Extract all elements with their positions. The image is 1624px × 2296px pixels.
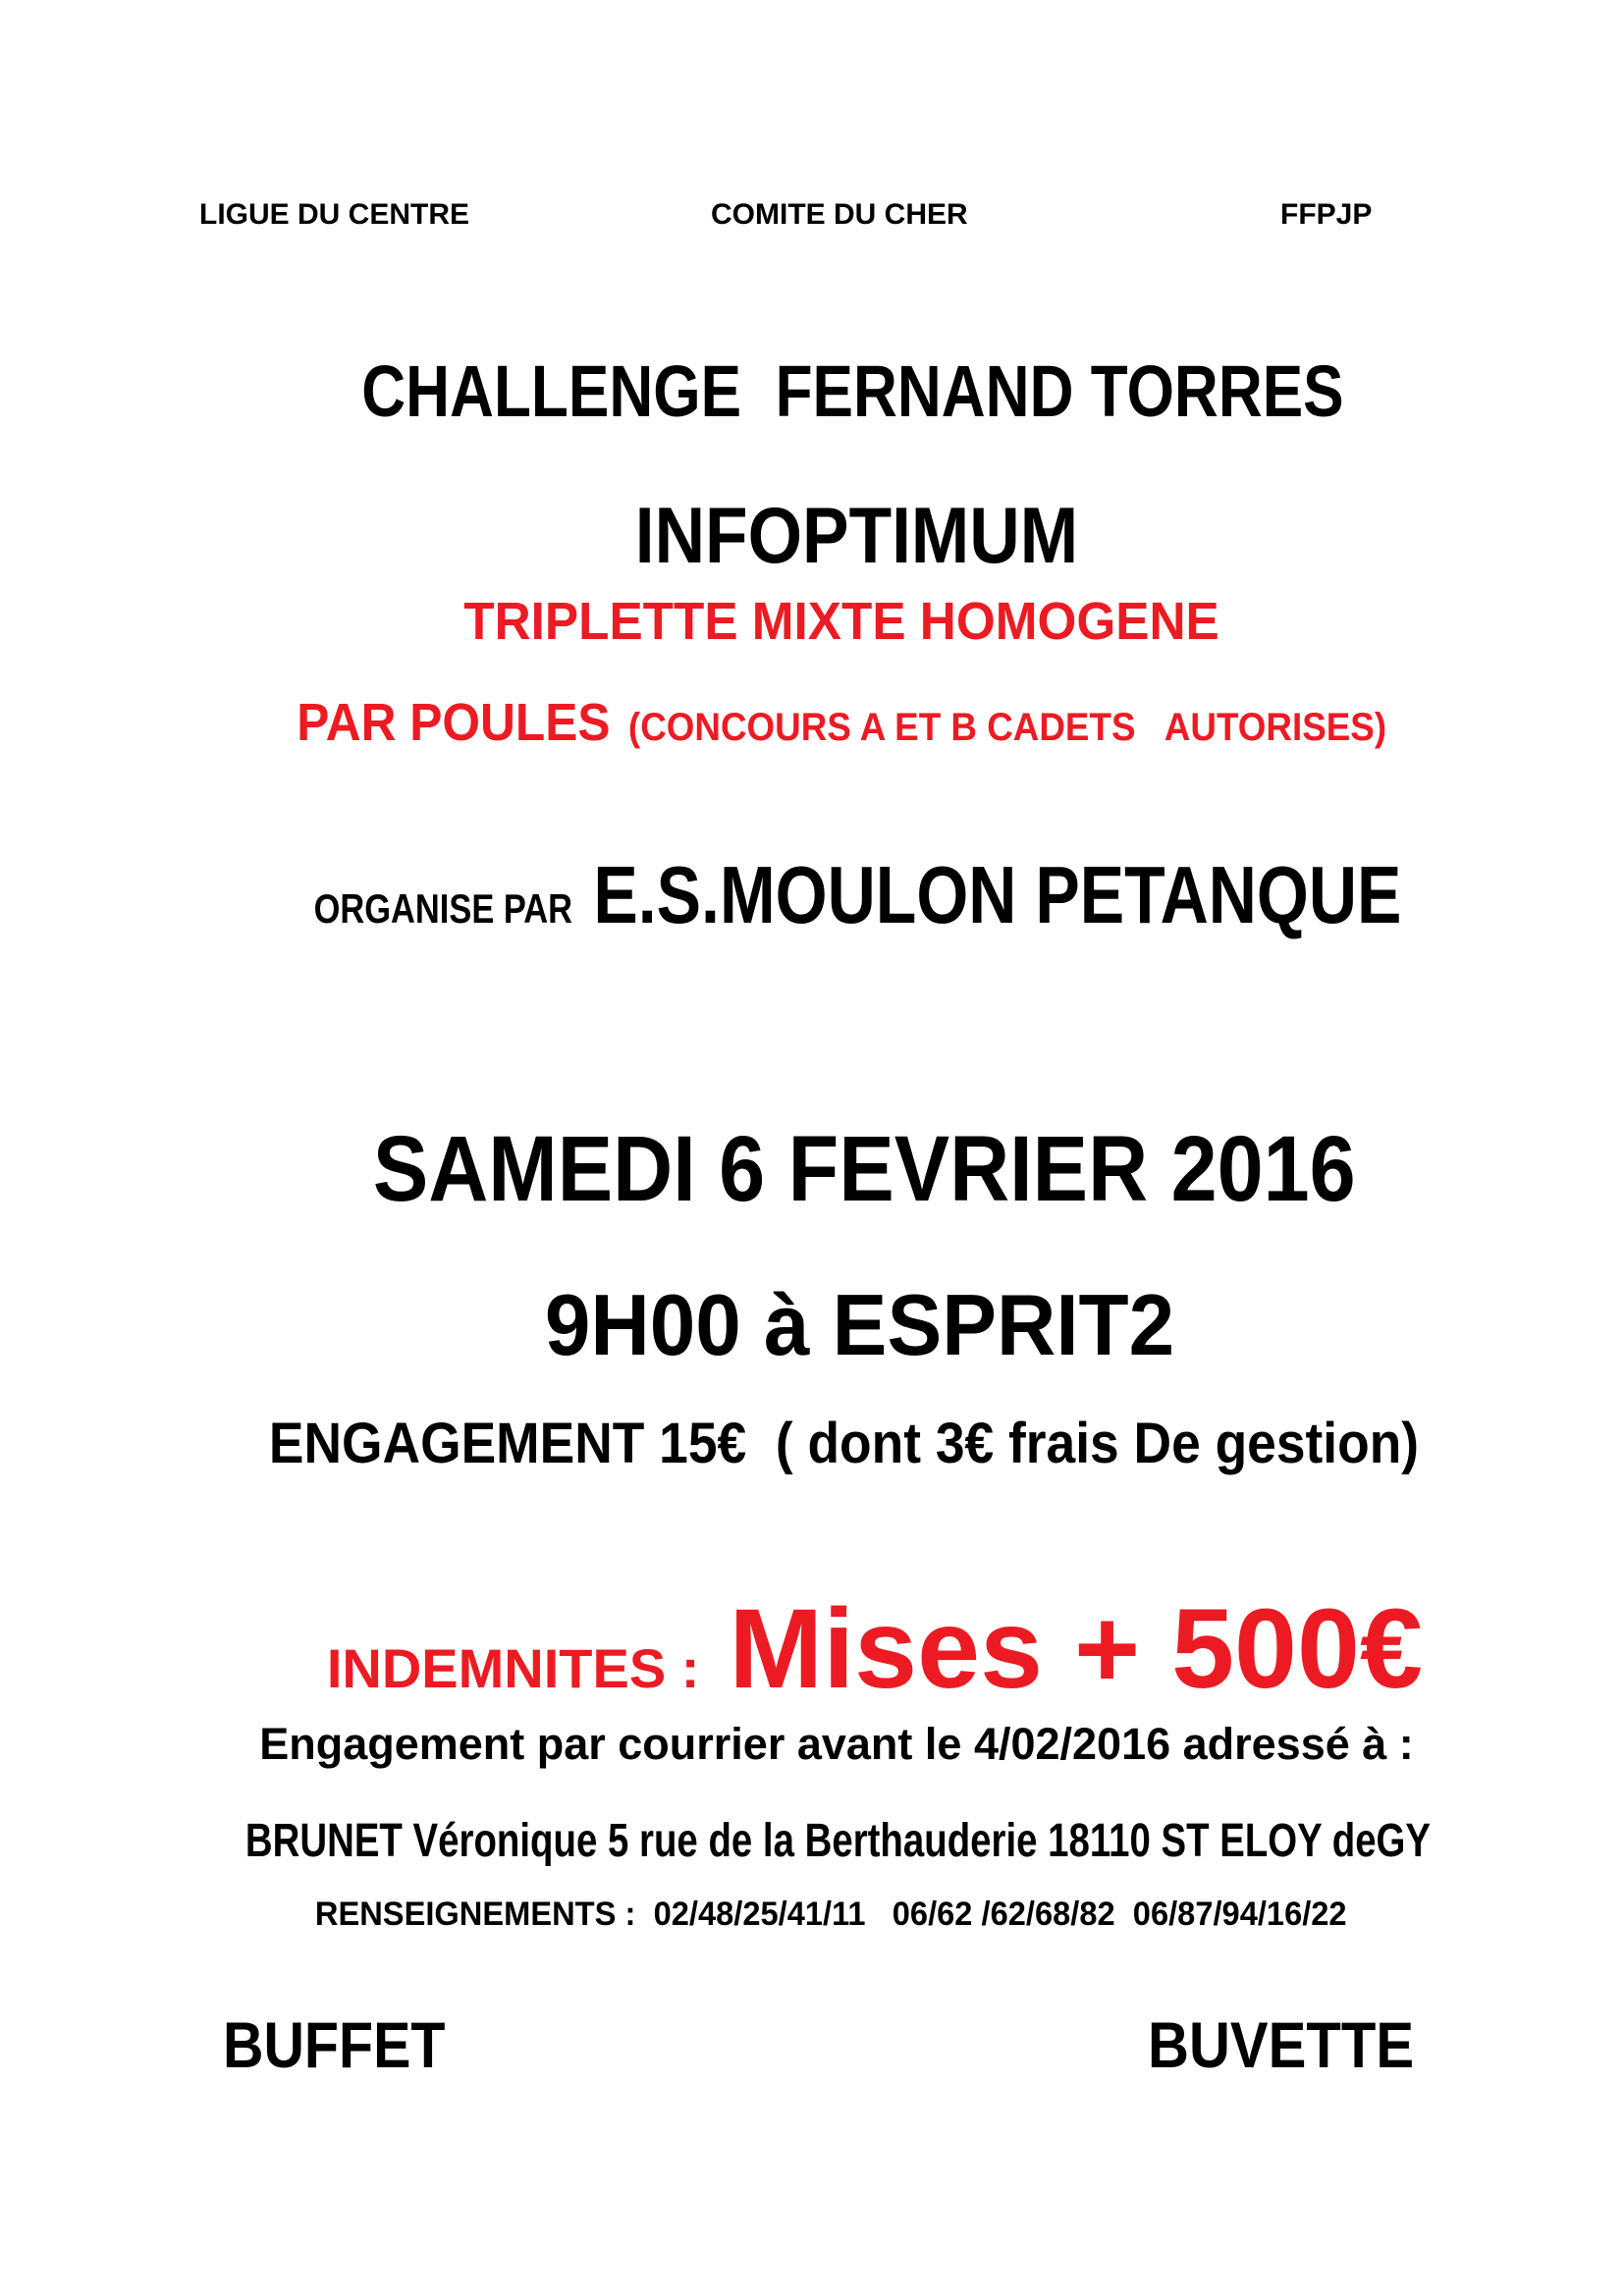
prize-label: INDEMNITES : xyxy=(326,1637,700,1699)
contact-phones: 02/48/25/41/11 06/62 /62/68/82 06/87/94/16/22 xyxy=(653,1896,1347,1933)
organizer-group xyxy=(313,849,1402,940)
footer-buffet: BUFFET xyxy=(223,2008,446,2081)
format-main-text: PAR POULES xyxy=(297,693,611,752)
header-row xyxy=(0,200,1624,236)
time-place-text: 9H00 à ESPRIT2 xyxy=(545,1276,1175,1373)
contact-line xyxy=(0,1864,1624,1964)
organizer-label: ORGANISE PAR xyxy=(313,885,572,932)
title-infoptimum-text: INFOPTIMUM xyxy=(634,492,1078,580)
header-comite: COMITE DU CHER xyxy=(711,198,968,231)
category-text: TRIPLETTE MIXTE HOMOGENE xyxy=(463,592,1219,651)
footer-row xyxy=(0,2008,1624,2271)
header-ffpjp: FFPJP xyxy=(1280,198,1373,231)
entry-fee-text: ENGAGEMENT 15€ ( dont 3€ frais De gestion) xyxy=(268,1412,1419,1475)
header-ligue: LIGUE DU CENTRE xyxy=(199,198,470,231)
registration-text: Engagement par courrier avant le 4/02/2016 adressé à : xyxy=(259,1719,1414,1769)
date-text: SAMEDI 6 FEVRIER 2016 xyxy=(372,1117,1356,1221)
address-text: BRUNET Véronique 5 rue de la Berthauderie 18110 ST ELOY deGY xyxy=(245,1815,1432,1867)
organizer-club: E.S.MOULON PETANQUE xyxy=(592,849,1402,940)
contact-group xyxy=(315,1897,1347,1931)
prize-value: Mises + 500€ xyxy=(729,1586,1423,1712)
format-group xyxy=(297,693,1386,752)
format-note-text: (CONCOURS A ET B CADETS AUTORISES) xyxy=(627,706,1386,749)
contact-label: RENSEIGNEMENTS : xyxy=(314,1896,635,1933)
title-challenge-text: CHALLENGE FERNAND TORRES xyxy=(360,350,1344,432)
organizer-line xyxy=(0,773,1624,1017)
footer-buvette: BUVETTE xyxy=(1148,2008,1415,2081)
